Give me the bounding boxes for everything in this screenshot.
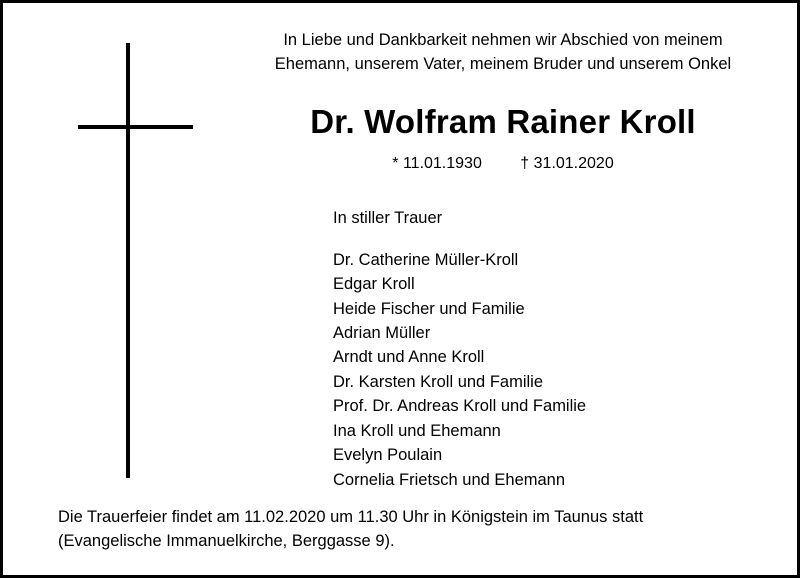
birth-date: * 11.01.1930: [392, 154, 482, 172]
list-item: Adrian Müller: [333, 324, 431, 343]
death-date: † 31.01.2020: [520, 154, 614, 172]
list-item: Prof. Dr. Andreas Kroll und Familie: [333, 397, 587, 416]
list-item: Heide Fischer und Familie: [333, 299, 525, 318]
list-item: Dr. Catherine Müller-Kroll: [333, 250, 519, 269]
intro-text: [233, 29, 773, 77]
list-item: Cornelia Frietsch und Ehemann: [333, 470, 566, 489]
intro-line: Ehemann, unserem Vater, meinem Bruder und unserem Onkel: [274, 54, 732, 73]
intro-line: In Liebe und Dankbarkeit nehmen wir Abschied von meinem: [283, 31, 723, 49]
list-item: Arndt und Anne Kroll: [333, 348, 485, 367]
funeral-details-line: Die Trauerfeier findet am 11.02.2020 um 11.30 Uhr in Königstein im Taunus statt: [58, 508, 644, 527]
list-item: Evelyn Poulain: [333, 446, 443, 465]
christian-cross-icon: [78, 43, 193, 478]
notice-content: [233, 29, 773, 492]
list-item: Ina Kroll und Ehemann: [333, 421, 501, 440]
cross-horizontal-bar: [78, 125, 193, 129]
life-dates: [233, 155, 773, 173]
deceased-name: Dr. Wolfram Rainer Kroll: [310, 102, 696, 140]
funeral-details-line: (Evangelische Immanuelkirche, Berggasse 9).: [58, 531, 395, 550]
survivors-list: [333, 248, 773, 492]
funeral-details: [58, 506, 643, 553]
list-item: Dr. Karsten Kroll und Familie: [333, 372, 543, 391]
cross-vertical-bar: [126, 43, 130, 478]
list-item: Edgar Kroll: [333, 275, 415, 294]
mourning-label: In stiller Trauer: [333, 208, 443, 227]
